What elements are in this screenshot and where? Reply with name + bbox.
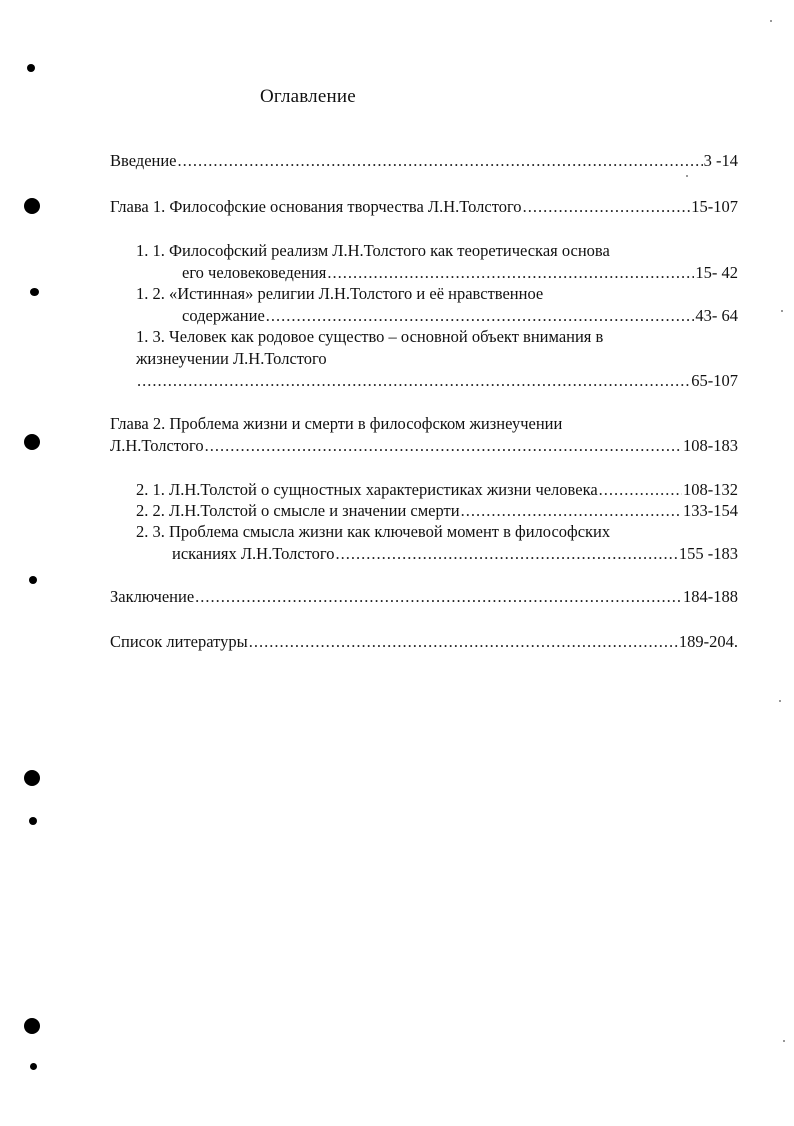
toc-entry-label: Введение — [110, 151, 177, 170]
toc-entry-section-1-1-line-1[interactable]: 1. 1. Философский реализм Л.Н.Толстого как теоретическая основа — [136, 241, 610, 260]
leader-dots — [523, 196, 691, 218]
leader-dots — [195, 586, 682, 608]
toc-entry-label: 2. 2. Л.Н.Толстой о смысле и значении смерти — [136, 501, 460, 520]
scan-dot — [783, 1040, 785, 1042]
leader-dots — [461, 500, 682, 522]
punch-hole — [24, 1018, 40, 1034]
punch-hole — [24, 434, 40, 450]
toc-entry-label: Л.Н.Толстого — [110, 436, 204, 455]
leader-dots — [336, 543, 678, 565]
toc-entry-pages: 65-107 — [691, 371, 738, 390]
leader-dots — [266, 305, 695, 327]
scan-dot — [770, 20, 772, 22]
toc-entry-label: Глава 1. Философские основания творчества Л.Н.Толстого — [110, 197, 522, 216]
toc-entry-pages: 133-154 — [683, 501, 738, 520]
toc-entry-chapter-2[interactable] — [110, 435, 738, 457]
speck-mark — [29, 576, 37, 584]
toc-entry-pages: 155 -183 — [678, 544, 738, 563]
toc-entry-section-1-3-line-2[interactable]: жизнеучении Л.Н.Толстого — [136, 349, 327, 368]
toc-entry-pages: 108-132 — [683, 480, 738, 499]
toc-entry-chapter-2-line-1[interactable]: Глава 2. Проблема жизни и смерти в философском жизнеучении — [110, 414, 563, 433]
speck-mark — [29, 817, 37, 825]
toc-entry-label: исканиях Л.Н.Толстого — [172, 544, 335, 563]
leader-dots — [137, 370, 690, 392]
punch-hole — [24, 198, 40, 214]
leader-dots — [178, 150, 703, 172]
speck-mark — [30, 288, 39, 296]
scan-dot — [781, 310, 783, 312]
toc-entry-introduction[interactable] — [110, 150, 738, 172]
toc-entry-label: Список литературы — [110, 632, 248, 651]
toc-entry-chapter-1[interactable] — [110, 196, 738, 218]
toc-entry-section-2-2[interactable] — [136, 500, 738, 522]
toc-title: Оглавление — [260, 86, 356, 107]
leader-dots — [327, 262, 694, 284]
scan-dot — [779, 700, 781, 702]
toc-entry-section-1-2-line-1[interactable]: 1. 2. «Истинная» религии Л.Н.Толстого и её нравственное — [136, 284, 544, 303]
toc-entry-section-1-1[interactable] — [182, 262, 738, 284]
toc-entry-bibliography[interactable] — [110, 631, 738, 653]
toc-entry-pages: 15- 42 — [695, 263, 738, 282]
toc-entry-pages: 108-183 — [683, 436, 738, 455]
leader-dots — [249, 631, 678, 653]
toc-entry-section-2-1[interactable] — [136, 479, 738, 501]
toc-entry-label: его человековедения — [182, 263, 327, 282]
leader-dots — [205, 435, 682, 457]
toc-entry-section-1-3[interactable] — [136, 370, 738, 392]
toc-entry-pages: 184-188 — [683, 587, 738, 606]
toc-entry-conclusion[interactable] — [110, 586, 738, 608]
toc-entry-section-1-3-line-1[interactable]: 1. 3. Человек как родовое существо – основной объект внимания в — [136, 327, 604, 346]
toc-entry-section-2-3-line-1[interactable]: 2. 3. Проблема смысла жизни как ключевой момент в философских — [136, 522, 611, 541]
punch-hole — [24, 770, 40, 786]
speck-mark — [27, 64, 35, 72]
speck-mark — [30, 1063, 37, 1070]
toc-entry-pages: 15-107 — [691, 197, 738, 216]
toc-entry-pages: 189-204. — [678, 632, 738, 651]
leader-dots — [599, 479, 682, 501]
toc-entry-section-1-2[interactable] — [182, 305, 738, 327]
toc-entry-pages: 43- 64 — [695, 306, 738, 325]
toc-entry-label: 2. 1. Л.Н.Толстой о сущностных характеристиках жизни человека — [136, 480, 598, 499]
toc-entry-label: содержание — [182, 306, 265, 325]
toc-entry-section-2-3[interactable] — [172, 543, 738, 565]
toc-entry-label: Заключение — [110, 587, 195, 606]
scan-dot — [686, 175, 688, 177]
toc-entry-pages: 3 -14 — [703, 151, 738, 170]
